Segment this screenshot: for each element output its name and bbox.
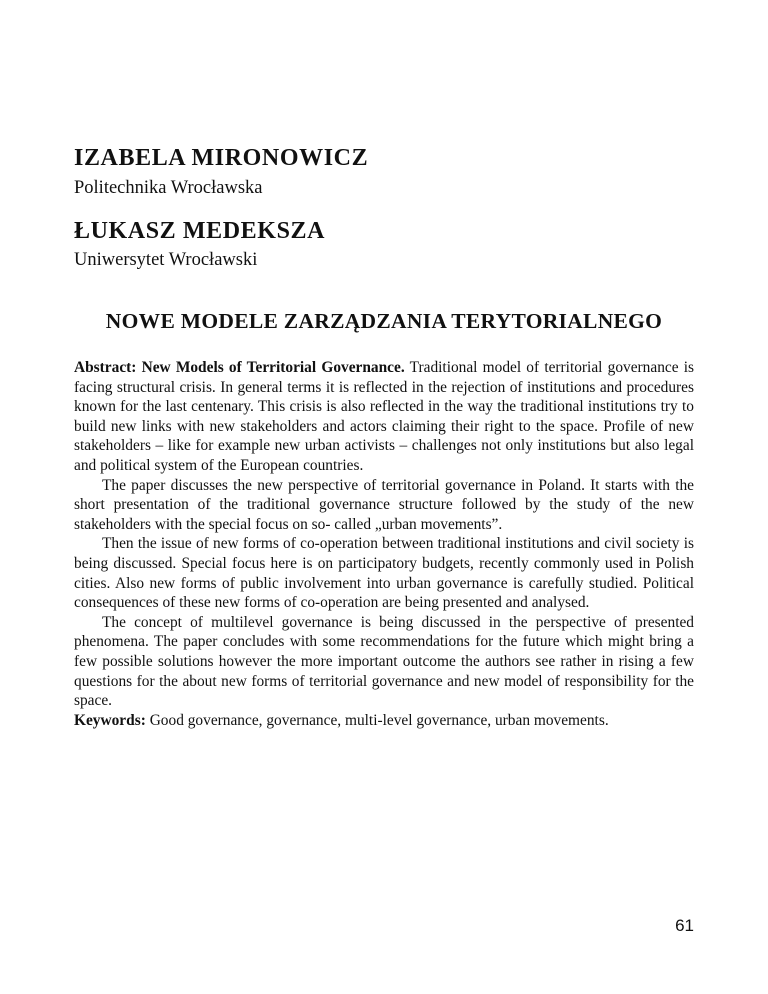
abstract-paragraph-1 [74, 358, 694, 476]
author-affiliation-2: Uniwersytet Wrocławski [74, 250, 258, 270]
abstract-paragraph-4: The concept of multilevel governance is being discussed in the perspective of presented phenomena. The paper concludes with some recommendations for the future which might bring a few possible solutions however the more important outcome the authors see rather in rising a few questions for the about new forms of territorial governance and new model of responsibility for the space. [74, 613, 694, 710]
page-number: 61 [675, 916, 694, 935]
abstract-paragraph-2: The paper discusses the new perspective of territorial governance in Poland. It starts with the short presentation of the traditional governance structure followed by the study of the new stakeholders with the special focus on so- called „urban movements”. [74, 476, 694, 533]
keywords-text: Good governance, governance, multi-level governance, urban movements. [149, 711, 609, 729]
keywords-label: Keywords: [74, 711, 146, 729]
author-name-1: IZABELA MIRONOWICZ [74, 145, 369, 171]
abstract-label: Abstract: New Models of Territorial Governance. [74, 359, 405, 376]
author-name-2: ŁUKASZ MEDEKSZA [74, 218, 326, 244]
abstract [74, 358, 694, 730]
abstract-text-1: Traditional model of territorial governance is facing structural crisis. In general terms it is reflected in the rejection of institutions and procedures known for the last centenary. This crisis is also reflected in the way the traditional institutions try to build new links with new stakeholders and actors claiming their right to the space. Profile of new stakeholders – like for example new urban activists – challenges not only institutions but also legal and political system of the European countries. [74, 359, 695, 474]
keywords [74, 711, 694, 731]
paper-title: NOWE MODELE ZARZĄDZANIA TERYTORIALNEGO [105, 309, 663, 333]
abstract-paragraph-3: Then the issue of new forms of co-operation between traditional institutions and civil society is being discussed. Special focus here is on participatory budgets, recently commonly used in Polish cities. Also new forms of public involvement into urban governance is carefully studied. Political consequences of these new forms of co-operation are being presented and analysed. [74, 535, 694, 612]
author-affiliation-1: Politechnika Wrocławska [74, 178, 263, 198]
